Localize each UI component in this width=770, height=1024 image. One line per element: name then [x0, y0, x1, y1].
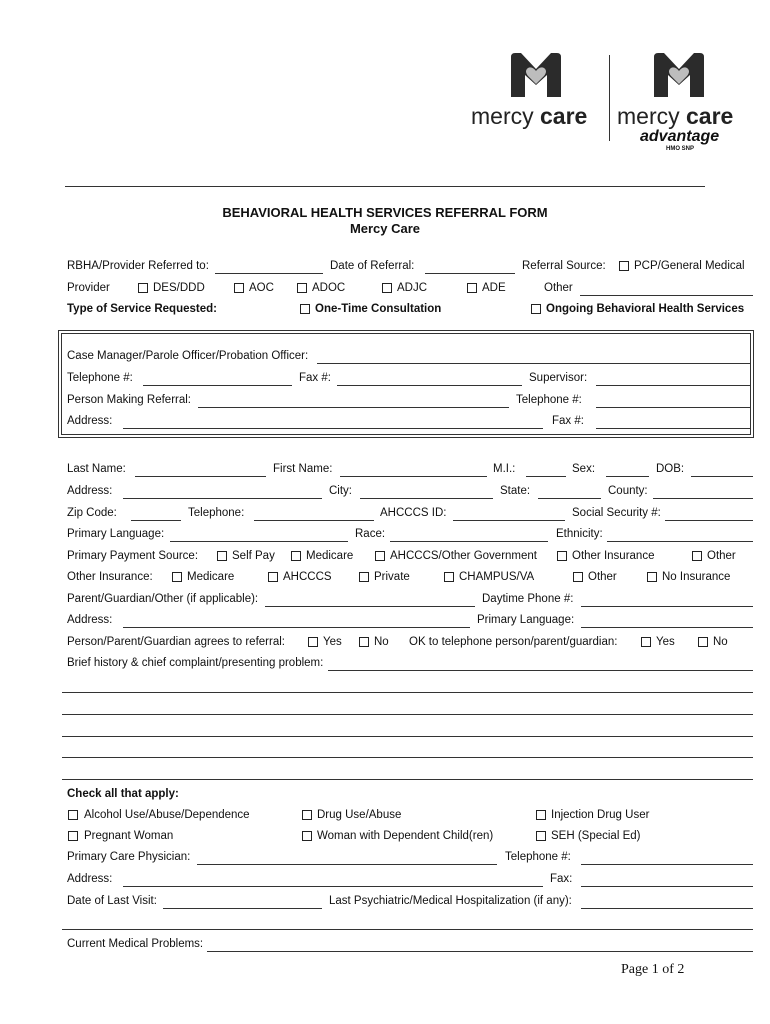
logo-divider [609, 55, 610, 141]
first-name-label: First Name: [273, 463, 333, 475]
medical-problems-field[interactable] [207, 951, 753, 952]
other-insurance-label: Other Insurance: [67, 571, 153, 583]
last-name-label: Last Name: [67, 463, 126, 475]
box-fax-label: Fax #: [299, 372, 331, 384]
adjc-checkbox[interactable] [382, 283, 392, 293]
city-field[interactable] [360, 498, 493, 499]
telephone-field[interactable] [254, 520, 374, 521]
one-time-consultation-label: One-Time Consultation [315, 303, 442, 315]
drug-label: Drug Use/Abuse [317, 809, 402, 821]
ok-telephone-label: OK to telephone person/parent/guardian: [409, 636, 618, 648]
pcp-label: PCP/General Medical [634, 260, 745, 272]
brand-text-light: mercy [617, 103, 680, 129]
pcp-fax-label: Fax: [550, 873, 573, 885]
no-insurance-checkbox[interactable] [647, 572, 657, 582]
last-name-field[interactable] [135, 476, 266, 477]
rbha-field[interactable] [215, 273, 323, 274]
pcp-physician-label: Primary Care Physician: [67, 851, 191, 863]
case-manager-box [58, 330, 754, 438]
pcp-checkbox[interactable] [619, 261, 629, 271]
pcp-telephone-label: Telephone #: [505, 851, 571, 863]
zip-field[interactable] [131, 520, 181, 521]
other-source-field[interactable] [580, 295, 753, 296]
box-address-field[interactable] [123, 428, 543, 429]
guardian-language-label: Primary Language: [477, 614, 575, 626]
box-telephone-field[interactable] [143, 385, 292, 386]
pcp-telephone-field[interactable] [581, 864, 753, 865]
box-telephone-label: Telephone #: [67, 372, 133, 384]
other-payment-checkbox[interactable] [692, 551, 702, 561]
primary-language-label: Primary Language: [67, 528, 165, 540]
other-insurance-cb-label: Other Insurance [572, 550, 655, 562]
hospitalization-label: Last Psychiatric/Medical Hospitalization (if any): [329, 895, 572, 907]
box-fax-field[interactable] [337, 385, 522, 386]
box-telephone2-label: Telephone #: [516, 394, 582, 406]
sex-field[interactable] [606, 476, 649, 477]
race-field[interactable] [390, 541, 548, 542]
zip-label: Zip Code: [67, 507, 117, 519]
agrees-no-label: No [374, 636, 389, 648]
agrees-label: Person/Parent/Guardian agrees to referral: [67, 636, 285, 648]
payment-source-label: Primary Payment Source: [67, 550, 199, 562]
medicare-label: Medicare [306, 550, 354, 562]
box-fax2-field[interactable] [596, 428, 750, 429]
advantage-text: advantage [640, 128, 720, 145]
guardian-address-label: Address: [67, 614, 113, 626]
address-label: Address: [67, 485, 113, 497]
one-time-consultation-checkbox[interactable] [300, 304, 310, 314]
guardian-label: Parent/Guardian/Other (if applicable): [67, 593, 259, 605]
drug-checkbox[interactable] [302, 810, 312, 820]
form-subtitle: Mercy Care [349, 221, 421, 236]
guardian-field[interactable] [265, 606, 475, 607]
mi-field[interactable] [526, 476, 566, 477]
check-all-heading: Check all that apply: [67, 788, 179, 800]
provider-label: Provider [67, 282, 110, 294]
daytime-phone-label: Daytime Phone #: [482, 593, 574, 605]
no-insurance-label: No Insurance [662, 571, 731, 583]
brand-text-bold: care [540, 103, 588, 129]
medicare2-label: Medicare [187, 571, 235, 583]
ade-checkbox[interactable] [467, 283, 477, 293]
city-label: City: [329, 485, 352, 497]
seh-label: SEH (Special Ed) [551, 830, 641, 842]
pregnant-label: Pregnant Woman [84, 830, 174, 842]
injection-label: Injection Drug User [551, 809, 650, 821]
guardian-address-field[interactable] [123, 627, 470, 628]
pregnant-checkbox[interactable] [68, 831, 78, 841]
brand-text-bold: care [686, 103, 734, 129]
ok-telephone-yes-label: Yes [656, 636, 675, 648]
pcp-fax-field[interactable] [581, 886, 753, 887]
box-fax2-label: Fax #: [552, 415, 584, 427]
hmo-snp-text: HMO SNP [666, 146, 695, 152]
medicare2-checkbox[interactable] [172, 572, 182, 582]
history-field-line-2[interactable] [62, 692, 753, 693]
form-title: BEHAVIORAL HEALTH SERVICES REFERRAL FORM [222, 205, 548, 220]
sex-label: Sex: [572, 463, 596, 475]
private-checkbox[interactable] [359, 572, 369, 582]
ahcccs-id-label: AHCCCS ID: [380, 507, 447, 519]
history-label: Brief history & chief complaint/presenting problem: [67, 657, 324, 669]
blank-line[interactable] [62, 929, 753, 930]
self-pay-label: Self Pay [232, 550, 275, 562]
last-visit-field[interactable] [163, 908, 322, 909]
ongoing-services-label: Ongoing Behavioral Health Services [546, 303, 745, 315]
state-field[interactable] [538, 498, 601, 499]
agrees-no-checkbox[interactable] [359, 637, 369, 647]
other-payment-label: Other [707, 550, 736, 562]
ahcccs-checkbox[interactable] [268, 572, 278, 582]
dependent-label: Woman with Dependent Child(ren) [317, 830, 494, 842]
medical-problems-label: Current Medical Problems: [67, 938, 204, 950]
pcp-physician-field[interactable] [197, 864, 497, 865]
first-name-field[interactable] [340, 476, 487, 477]
last-visit-label: Date of Last Visit: [67, 895, 157, 907]
private-label: Private [374, 571, 410, 583]
adoc-checkbox[interactable] [297, 283, 307, 293]
agrees-yes-label: Yes [323, 636, 342, 648]
supervisor-label: Supervisor: [529, 372, 588, 384]
self-pay-checkbox[interactable] [217, 551, 227, 561]
medicare-checkbox[interactable] [291, 551, 301, 561]
case-manager-label: Case Manager/Parole Officer/Probation Officer: [67, 350, 309, 362]
box-address-label: Address: [67, 415, 113, 427]
box-telephone2-field[interactable] [596, 407, 750, 408]
des-ddd-checkbox[interactable] [138, 283, 148, 293]
telephone-label: Telephone: [188, 507, 245, 519]
alcohol-label: Alcohol Use/Abuse/Dependence [84, 809, 250, 821]
date-of-referral-label: Date of Referral: [330, 260, 415, 272]
pcp-address-label: Address: [67, 873, 113, 885]
history-field-line-3[interactable] [62, 714, 753, 715]
address-field[interactable] [123, 498, 322, 499]
county-label: County: [608, 485, 648, 497]
ongoing-services-checkbox[interactable] [531, 304, 541, 314]
dependent-checkbox[interactable] [302, 831, 312, 841]
adoc-label: ADOC [312, 282, 346, 294]
adjc-label: ADJC [397, 282, 428, 294]
other2-checkbox[interactable] [573, 572, 583, 582]
des-ddd-label: DES/DDD [153, 282, 205, 294]
service-type-label: Type of Service Requested: [67, 303, 217, 315]
ahcccs-id-field[interactable] [453, 520, 565, 521]
ok-telephone-no-label: No [713, 636, 728, 648]
date-of-referral-field[interactable] [425, 273, 515, 274]
other-source-label: Other [544, 282, 573, 294]
ahcccs-label: AHCCCS [283, 571, 332, 583]
ethnicity-label: Ethnicity: [556, 528, 603, 540]
rbha-label: RBHA/Provider Referred to: [67, 260, 209, 272]
page-number: Page 1 of 2 [621, 962, 685, 977]
ok-telephone-no-checkbox[interactable] [698, 637, 708, 647]
dob-field[interactable] [691, 476, 753, 477]
champus-checkbox[interactable] [444, 572, 454, 582]
pcp-address-field[interactable] [123, 886, 543, 887]
brand-text-light: mercy [471, 103, 534, 129]
person-making-referral-field[interactable] [198, 407, 509, 408]
county-field[interactable] [653, 498, 753, 499]
ethnicity-field[interactable] [607, 541, 753, 542]
header-divider [65, 186, 705, 187]
supervisor-field[interactable] [596, 385, 750, 386]
hospitalization-field[interactable] [581, 908, 753, 909]
history-field-line-1[interactable] [328, 670, 753, 671]
case-manager-field[interactable] [317, 363, 750, 364]
champus-label: CHAMPUS/VA [459, 571, 535, 583]
ahcccs-other-label: AHCCCS/Other Government [390, 550, 537, 562]
race-label: Race: [355, 528, 386, 540]
person-making-referral-label: Person Making Referral: [67, 394, 191, 406]
alcohol-checkbox[interactable] [68, 810, 78, 820]
ok-telephone-yes-checkbox[interactable] [641, 637, 651, 647]
seh-checkbox[interactable] [536, 831, 546, 841]
other2-label: Other [588, 571, 617, 583]
dob-label: DOB: [656, 463, 685, 475]
aoc-checkbox[interactable] [234, 283, 244, 293]
aoc-label: AOC [249, 282, 274, 294]
agrees-yes-checkbox[interactable] [308, 637, 318, 647]
guardian-language-field[interactable] [581, 627, 753, 628]
ahcccs-other-checkbox[interactable] [375, 551, 385, 561]
injection-checkbox[interactable] [536, 810, 546, 820]
history-field-line-6[interactable] [62, 779, 753, 780]
history-field-line-4[interactable] [62, 736, 753, 737]
ssn-field[interactable] [665, 520, 753, 521]
primary-language-field[interactable] [170, 541, 348, 542]
daytime-phone-field[interactable] [581, 606, 753, 607]
other-insurance-checkbox[interactable] [557, 551, 567, 561]
history-field-line-5[interactable] [62, 757, 753, 758]
referral-source-label: Referral Source: [522, 260, 606, 272]
mercy-care-advantage-m-heart-icon [652, 51, 706, 99]
ade-label: ADE [482, 282, 506, 294]
state-label: State: [500, 485, 531, 497]
ssn-label: Social Security #: [572, 507, 661, 519]
mercy-care-m-heart-icon [509, 51, 563, 99]
mi-label: M.I.: [493, 463, 516, 475]
